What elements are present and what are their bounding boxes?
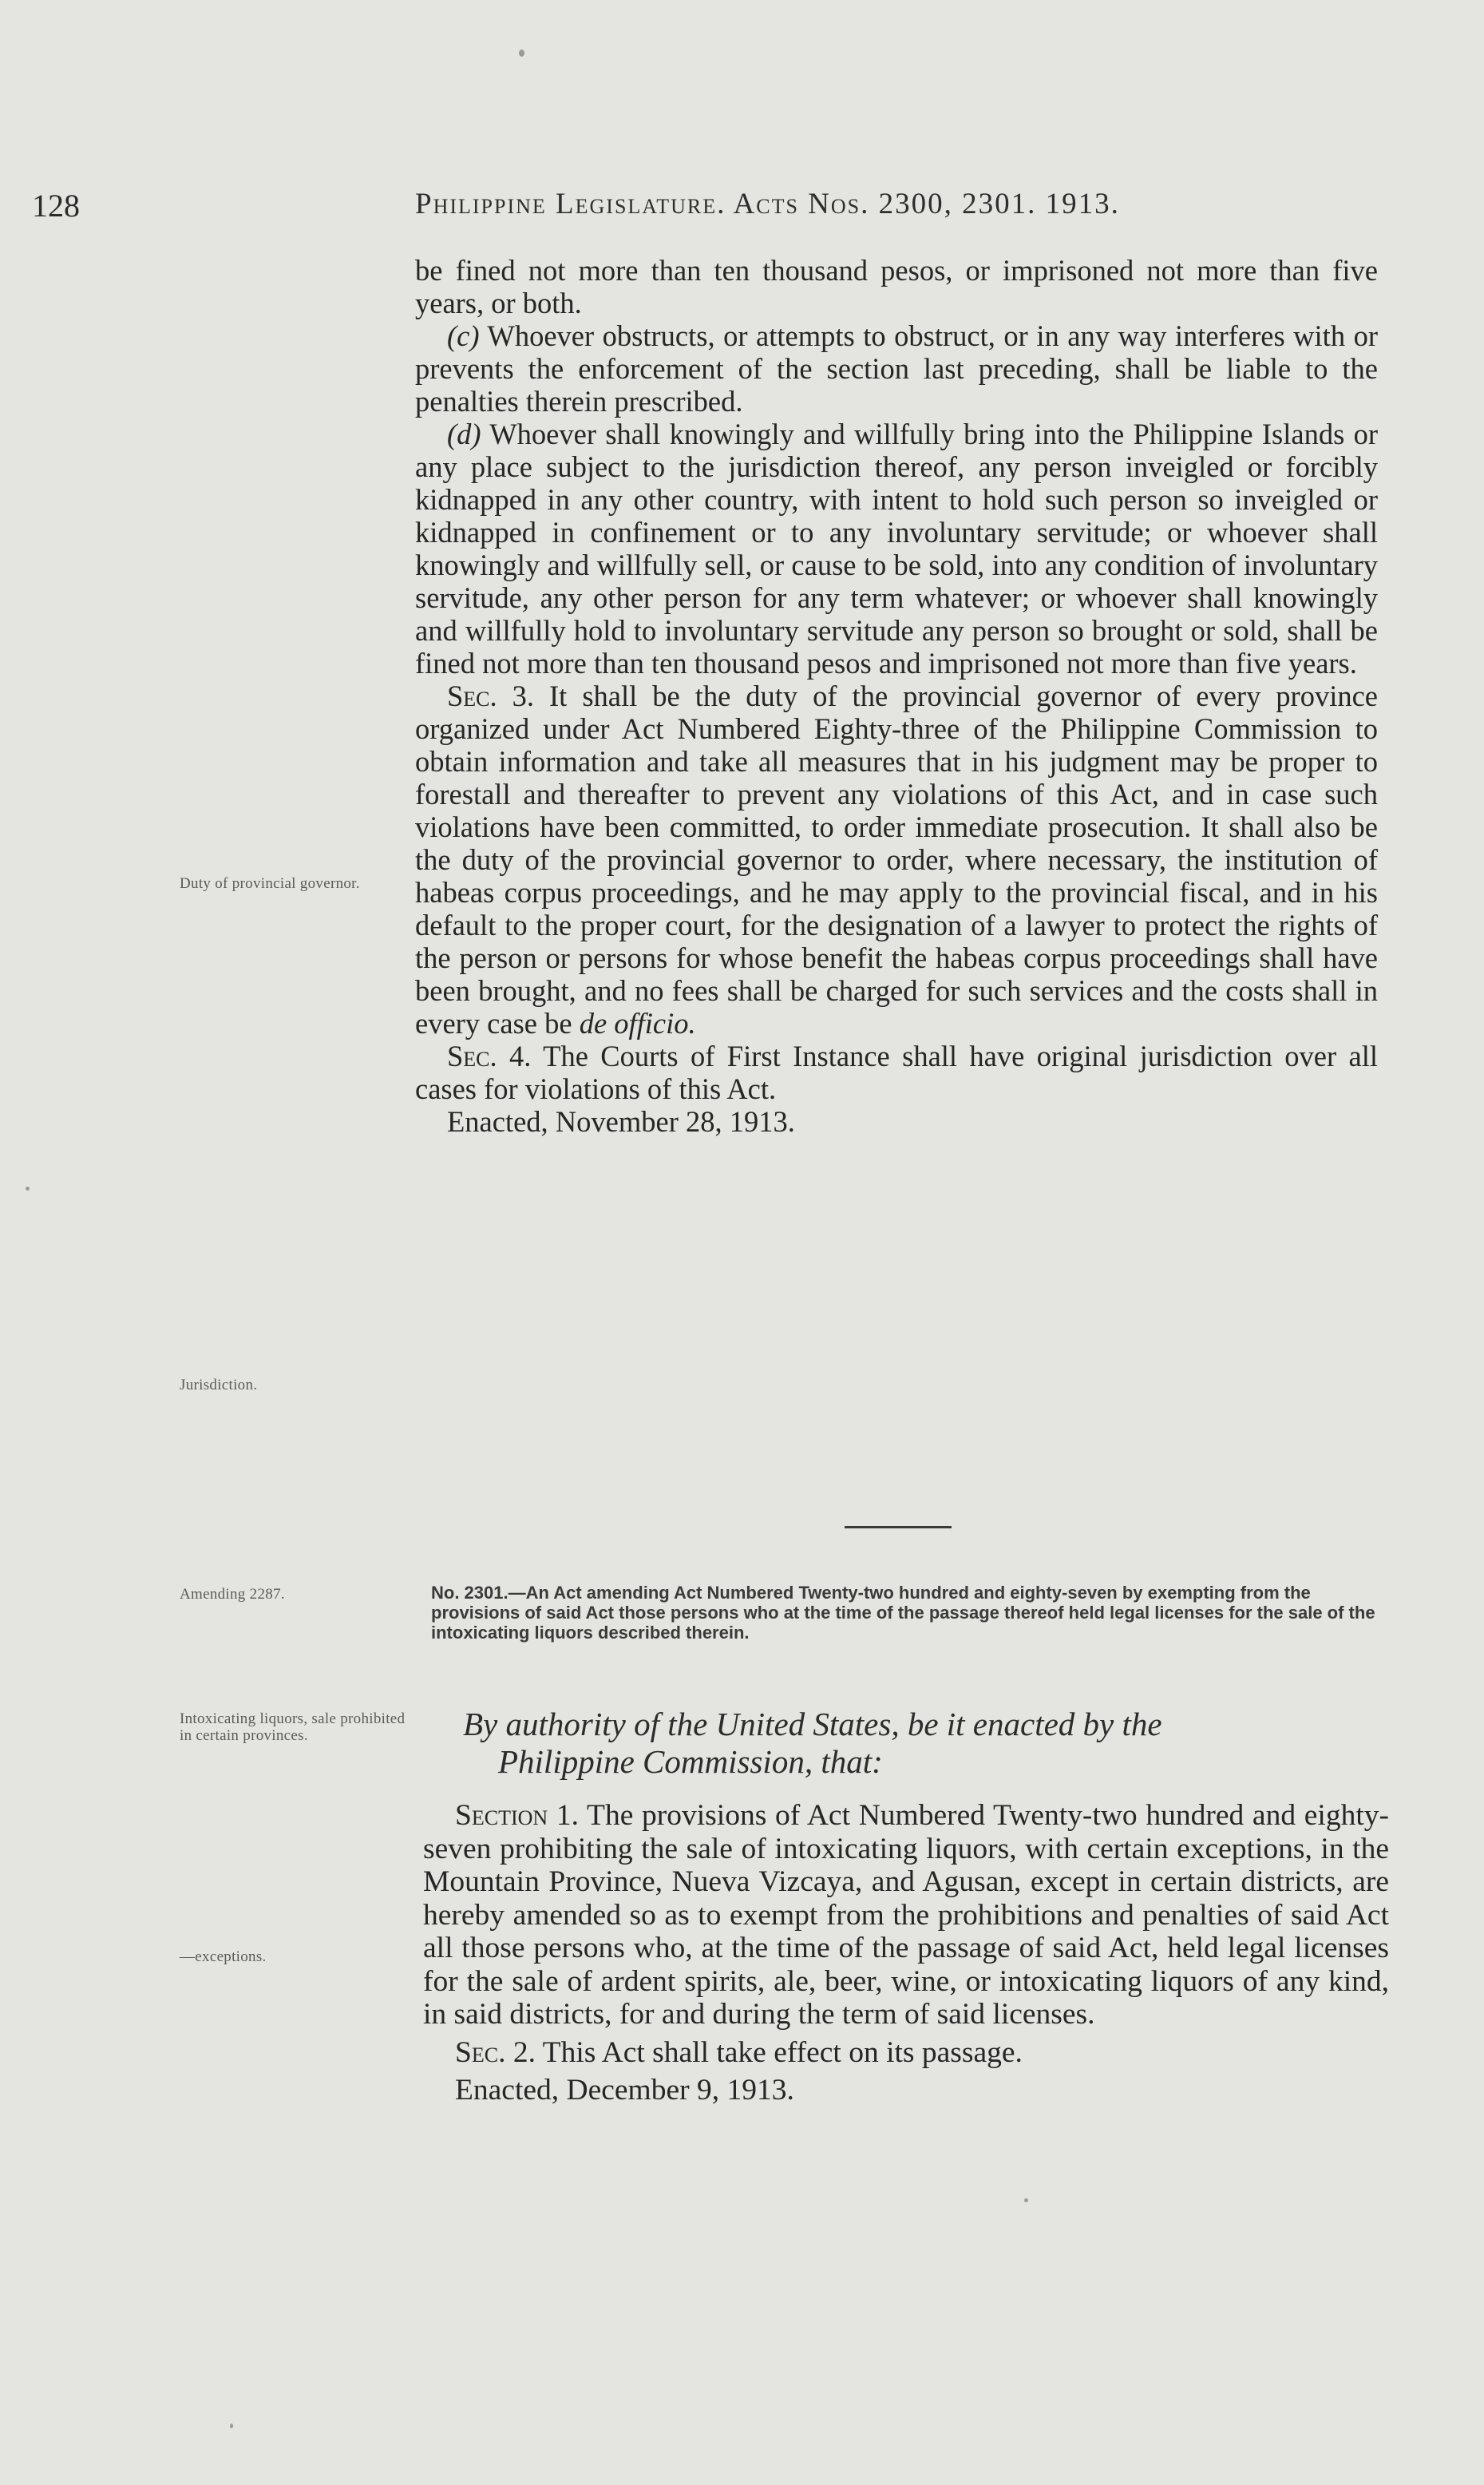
enacted-act-2300: Enacted, November 28, 1913. — [447, 1105, 795, 1138]
scan-speck — [1024, 2198, 1028, 2202]
act-2301-number: No. 2301. — [431, 1583, 509, 1603]
margin-note-intoxicating: Intoxicating liquors, sale prohibited in certain provinces. — [180, 1710, 406, 1744]
act-2301-summary-text: —An Act amending Act Numbered Twenty-two hundred and eighty-seven by exempting from the provisions of said Act those persons who at the time of the passage thereof held legal licenses for the sale of the intoxicating liquors described therein. — [431, 1583, 1375, 1643]
section-3-text: It shall be the duty of the provincial governor of every province organized under Act Numbered Eighty-three of the Philippine Commission to obtain information and take all measures that in his judgment may be proper to forestall and thereafter to prevent any violations of this Act, and in case such violations have been committed, to order immediate prosecution. It shall also be the duty of the provincial governor to order, where necessary, the institution of habeas corpus proceedings, and he may apply to the provincial fiscal, and in his default to the proper court, for the designation of a lawyer to protect the rights of the person or persons for whose benefit the habeas corpus proceedings shall have been brought, and no fees shall be charged for such services and the costs shall in every case be — [415, 680, 1379, 1040]
paragraph-continued: be fined not more than ten thousand pesos, or imprisoned not more than five years, or both. — [415, 254, 1378, 319]
enacting-line-1: By authority of the United States, be it enacted by the — [463, 1706, 1162, 1742]
act-2301-text — [423, 1799, 1389, 2107]
margin-note-exceptions: —exceptions. — [180, 1948, 267, 1965]
scan-speck — [26, 1187, 30, 1191]
act-2301-summary — [431, 1583, 1378, 1643]
act-2301-section-2 — [423, 2036, 1389, 2070]
act-2301-section-1-label: Section 1. — [455, 1799, 579, 1832]
margin-note-duty: Duty of provincial governor. — [180, 875, 360, 892]
act-2301-section-1-text: The provisions of Act Numbered Twenty-two hundred and eighty-seven prohibiting the sale of intoxicating liquors, with certain exceptions, in the Mountain Province, Nueva Vizcaya, and Agusan, except in certain districts, are hereby amended so as to exempt from the prohibitions and penalties of said Act all those persons who, at the time of the passage of said Act, held legal licenses for the sale of ardent spirits, ale, beer, wine, or intoxicating liquors of any kind, in said districts, for and during the term of said licenses. — [423, 1799, 1389, 2031]
scan-speck — [230, 2424, 233, 2428]
section-3-italic: de officio. — [579, 1007, 696, 1040]
act-2301-section-2-label: Sec. 2. — [455, 2035, 536, 2069]
margin-note-jurisdiction: Jurisdiction. — [180, 1377, 258, 1393]
enacted-act-2301: Enacted, December 9, 1913. — [455, 2074, 794, 2107]
margin-note-amending: Amending 2287. — [180, 1586, 285, 1603]
paragraph-d — [415, 418, 1378, 680]
section-4-text: The Courts of First Instance shall have original jurisdiction over all cases for violations of this Act. — [415, 1040, 1379, 1105]
paragraph-d-label: (d) — [447, 418, 481, 450]
running-head: Philippine Legislature. Acts Nos. 2300, 2301. 1913. — [415, 188, 1120, 220]
enacting-line-2: Philippine Commission, that: — [498, 1743, 883, 1780]
paragraph-d-text: Whoever shall knowingly and willfully bring into the Philippine Islands or any place subject to the jurisdiction thereof, any person inveigled or forcibly kidnapped in any other country, with intent to hold such person so inveigled or kidnapped in confinement or to any involuntary servitude; or whoever shall knowingly and willfully sell, or cause to be sold, into any condition of involuntary servitude, any other person for any term whatever; or whoever shall knowingly and willfully hold to involuntary servitude any person so brought or sold, shall be fined not more than ten thousand pesos and imprisoned not more than five years. — [415, 418, 1379, 680]
paragraph-c-label: (c) — [447, 319, 480, 352]
section-4-label: Sec. 4. — [447, 1040, 532, 1072]
page-number: 128 — [32, 188, 80, 224]
act-2301-section-2-text: This Act shall take effect on its passage. — [542, 2035, 1023, 2069]
paragraph-c — [415, 319, 1378, 418]
act-2300-text — [415, 254, 1378, 1138]
section-3-label: Sec. 3. — [447, 680, 535, 712]
enacting-clause — [463, 1706, 1389, 1781]
paragraph-c-text: Whoever obstructs, or attempts to obstruct, or in any way interferes with or prevents the enforcement of the section last preceding, shall be liable to the penalties therein prescribed. — [415, 319, 1378, 418]
section-3 — [415, 680, 1378, 1040]
scan-speck — [519, 50, 524, 57]
section-4 — [415, 1040, 1378, 1105]
act-2301-section-1 — [423, 1799, 1389, 2031]
section-divider — [845, 1526, 952, 1528]
